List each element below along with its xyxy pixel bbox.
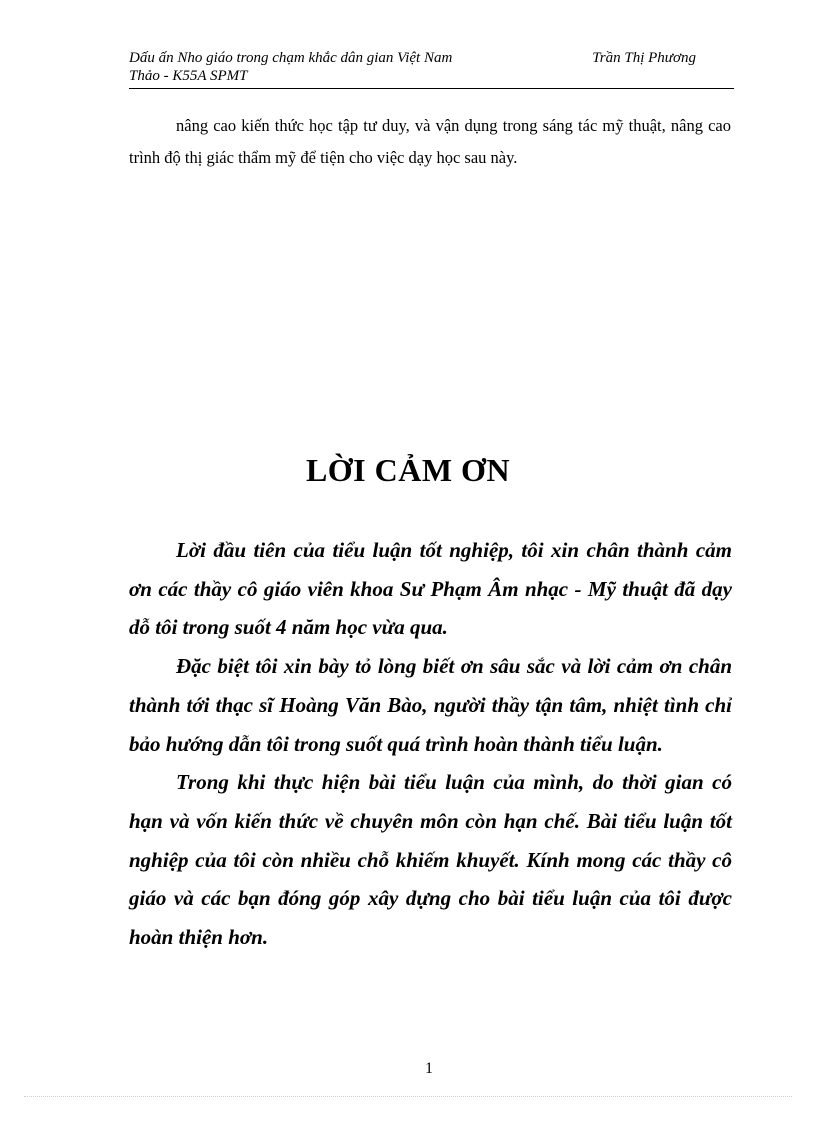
page-bottom-divider — [24, 1096, 792, 1097]
acknowledgement-body — [129, 531, 732, 957]
author-name: Trần Thị Phương — [592, 50, 696, 66]
acknowledgement-paragraph-2: Đặc biệt tôi xin bày tỏ lòng biết ơn sâu sắc và lời cảm ơn chân thành tới thạc sĩ Hoàng Văn Bào, người thầy tận tâm, nhiệt tình chỉ bảo hướng dẫn tôi trong suốt quá trình hoàn thành tiểu luận. — [129, 654, 732, 756]
author-name-continued: Thảo - K55A SPMT — [129, 68, 248, 84]
running-header — [129, 49, 734, 85]
running-header-line1 — [129, 49, 734, 67]
acknowledgement-paragraph-1: Lời đầu tiên của tiểu luận tốt nghiệp, tôi xin chân thành cảm ơn các thầy cô giáo viên khoa Sư Phạm Âm nhạc - Mỹ thuật đã dạy dỗ tôi trong suốt 4 năm học vừa qua. — [129, 538, 732, 640]
header-divider — [129, 88, 734, 89]
section-heading: LỜI CẢM ƠN — [305, 452, 511, 488]
intro-block — [129, 110, 731, 174]
intro-paragraph: nâng cao kiến thức học tập tư duy, và vận dụng trong sáng tác mỹ thuật, nâng cao trình độ thị giác thẩm mỹ để tiện cho việc dạy học sau này. — [129, 116, 731, 167]
acknowledgement-paragraph-3: Trong khi thực hiện bài tiểu luận của mình, do thời gian có hạn và vốn kiến thức về chuyên môn còn hạn chế. Bài tiểu luận tốt nghiệp của tôi còn nhiều chỗ khiếm khuyết. Kính mong các thầy cô giáo và các bạn đóng góp xây dựng cho bài tiểu luận của tôi được hoàn thiện hơn. — [129, 770, 732, 950]
page-number: 1 — [425, 1060, 433, 1077]
document-title: Dấu ấn Nho giáo trong chạm khắc dân gian Việt Nam — [129, 50, 453, 66]
